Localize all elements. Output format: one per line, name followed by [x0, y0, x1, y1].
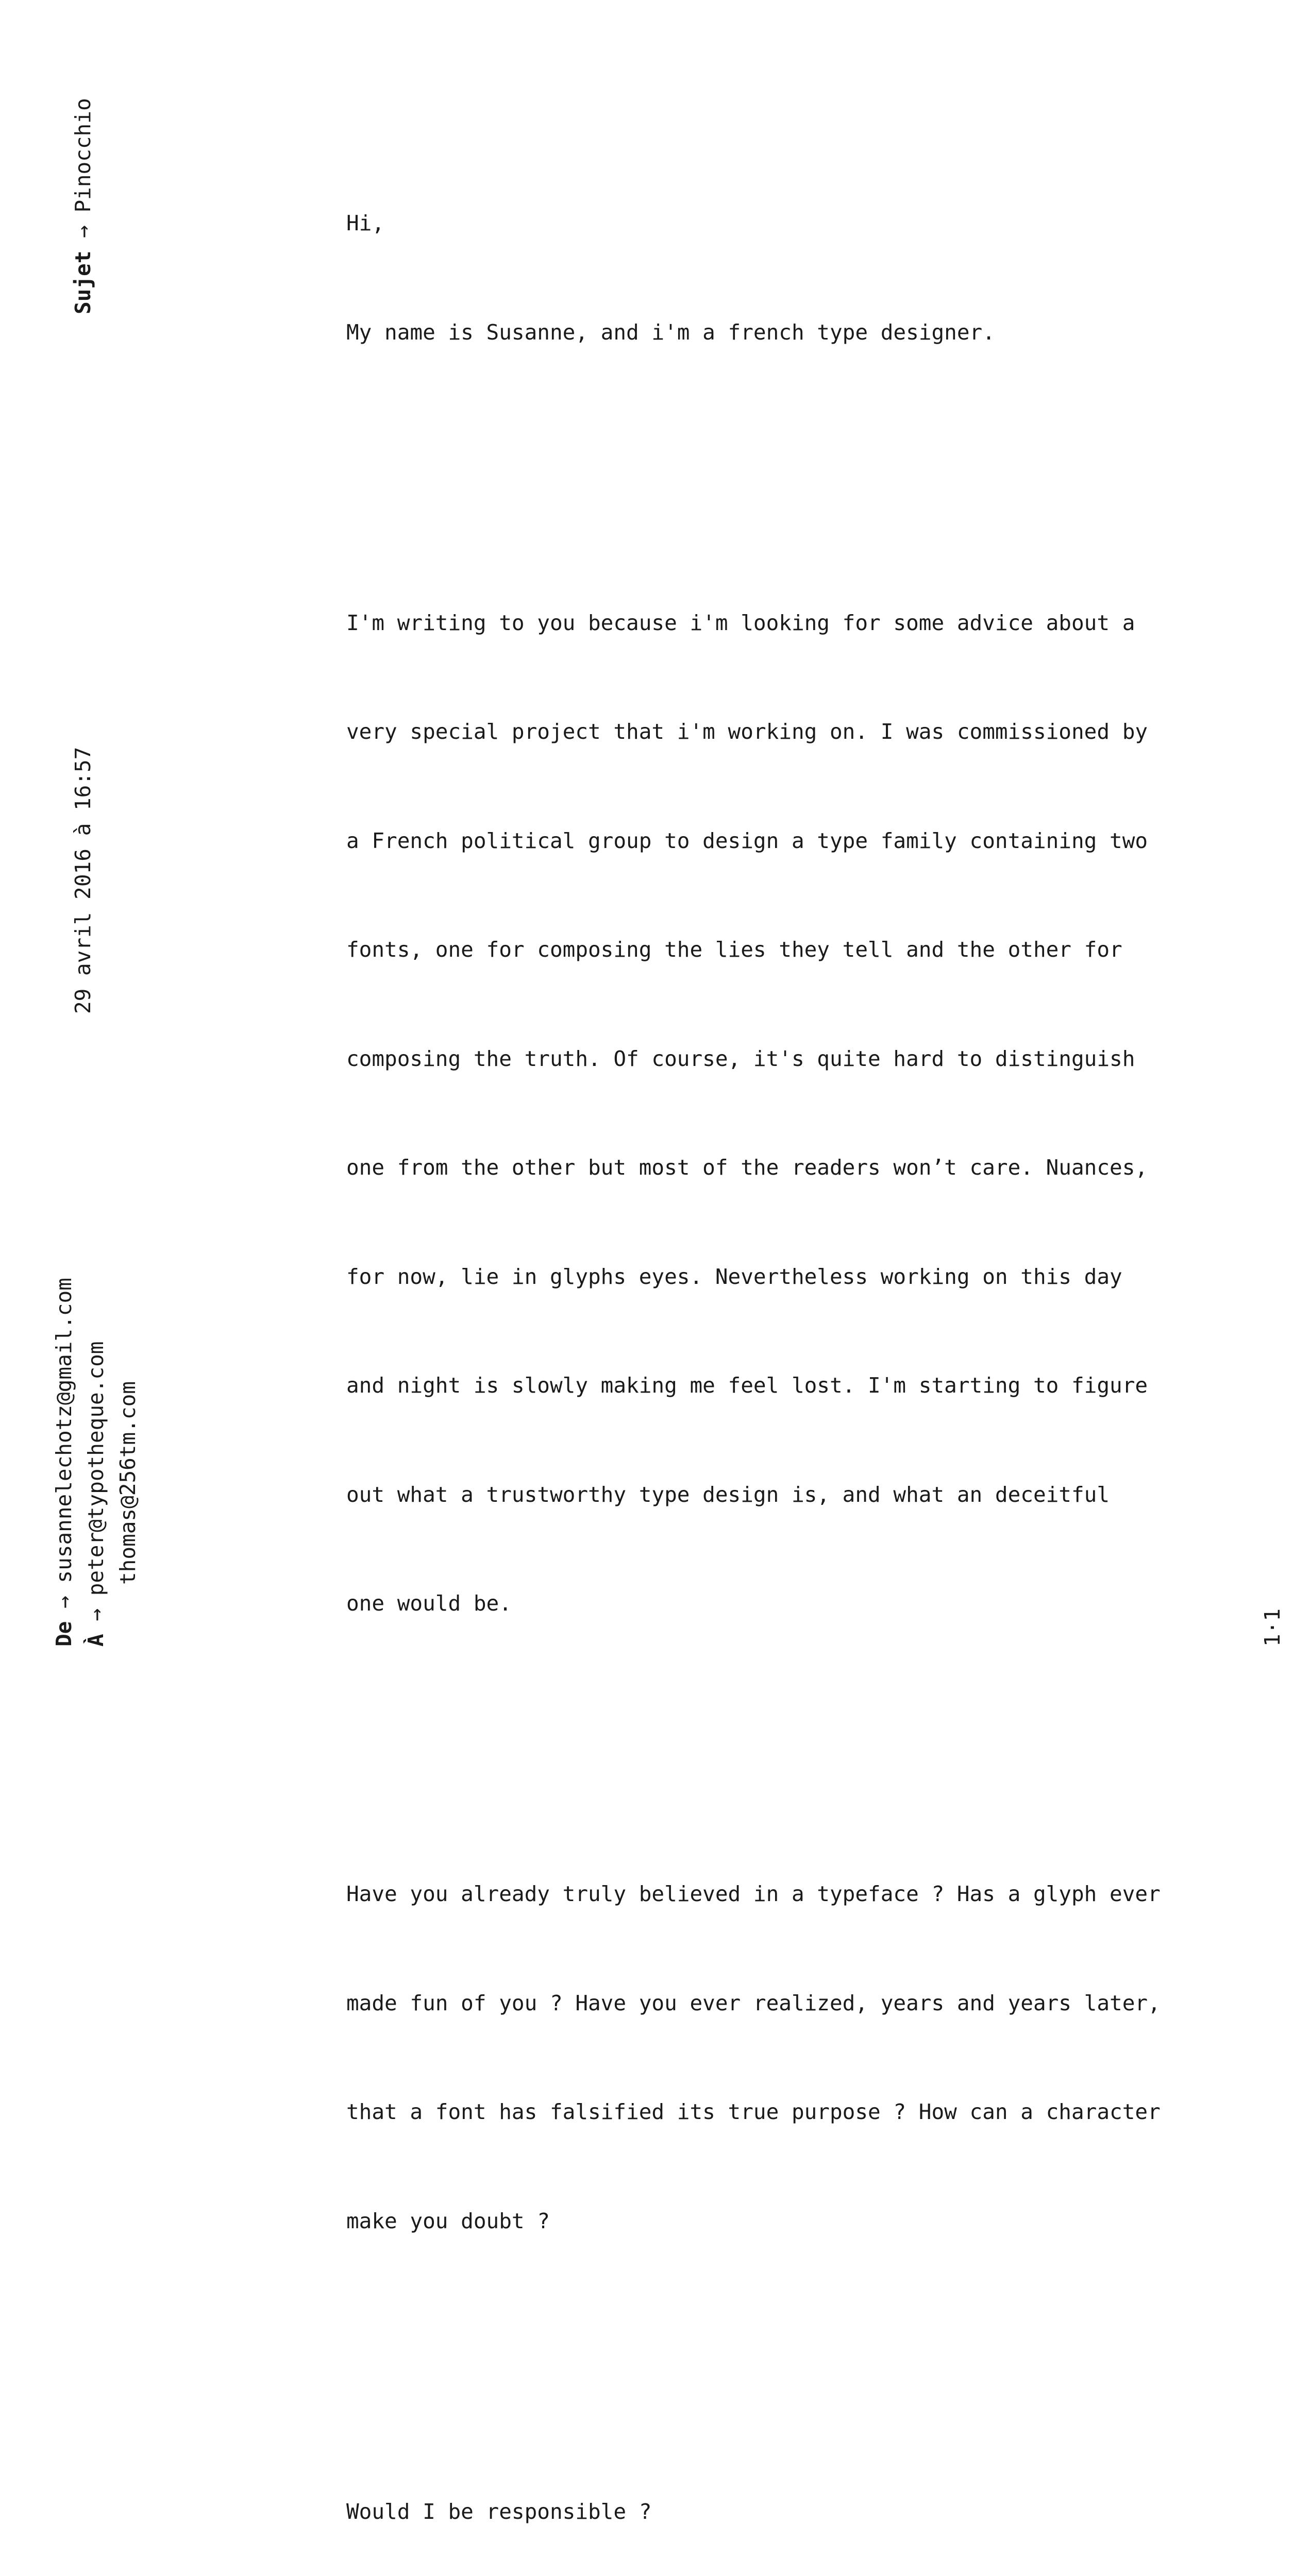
- greeting: [346, 132, 1222, 423]
- to-address[interactable]: peter@typotheque.com: [83, 1342, 108, 1596]
- text-line: one from the other but most of the readers won’t care. Nuances,: [346, 1149, 1222, 1186]
- text-line: one would be.: [346, 1585, 1222, 1622]
- text-line: out what a trustworthy type design is, and what an deceitful: [346, 1477, 1222, 1513]
- arrow-icon: →: [83, 1608, 108, 1621]
- greeting-line: Hi,: [346, 205, 1222, 242]
- paragraph-1: [346, 532, 1222, 1694]
- from-address[interactable]: susannelechotz@gmail.com: [52, 1278, 76, 1583]
- cc-address[interactable]: thomas@256tm.com: [112, 1381, 144, 1585]
- paragraph-2: [346, 1803, 1222, 2312]
- subject-label: Sujet: [71, 251, 95, 314]
- text-line: and night is slowly making me feel lost. I'm starting to figure: [346, 1367, 1222, 1404]
- sent-date: 29 avril 2016 à 16:57: [67, 747, 99, 1014]
- arrow-icon: →: [52, 1596, 76, 1608]
- text-line: a French political group to design a type family containing two: [346, 823, 1222, 859]
- text-line: for now, lie in glyphs eyes. Nevertheless working on this day: [346, 1259, 1222, 1295]
- page-number: 1·1: [1256, 1608, 1288, 1647]
- to-label: À: [83, 1634, 108, 1647]
- subject-line: [67, 98, 99, 314]
- text-line: fonts, one for composing the lies they tell and the other for: [346, 931, 1222, 968]
- from-line: [48, 1278, 80, 1647]
- message-body: [346, 60, 1222, 2576]
- paragraph-3: [346, 2421, 1222, 2576]
- text-line: composing the truth. Of course, it's quite hard to distinguish: [346, 1041, 1222, 1077]
- text-line: I'm writing to you because i'm looking for some advice about a: [346, 605, 1222, 641]
- text-line: that a font has falsified its true purpose ? How can a character: [346, 2094, 1222, 2130]
- text-line: Would I be responsible ?: [346, 2494, 1222, 2530]
- text-line: make you doubt ?: [346, 2203, 1222, 2240]
- text-line: made fun of you ? Have you ever realized, years and years later,: [346, 1985, 1222, 2022]
- to-line: [80, 1342, 112, 1647]
- from-label: De: [52, 1621, 76, 1647]
- greeting-line: My name is Susanne, and i'm a french type designer.: [346, 314, 1222, 351]
- text-line: Have you already truly believed in a typeface ? Has a glyph ever: [346, 1876, 1222, 1912]
- subject-value: Pinocchio: [71, 98, 95, 212]
- arrow-icon: →: [71, 225, 95, 238]
- text-line: very special project that i'm working on. I was commissioned by: [346, 714, 1222, 750]
